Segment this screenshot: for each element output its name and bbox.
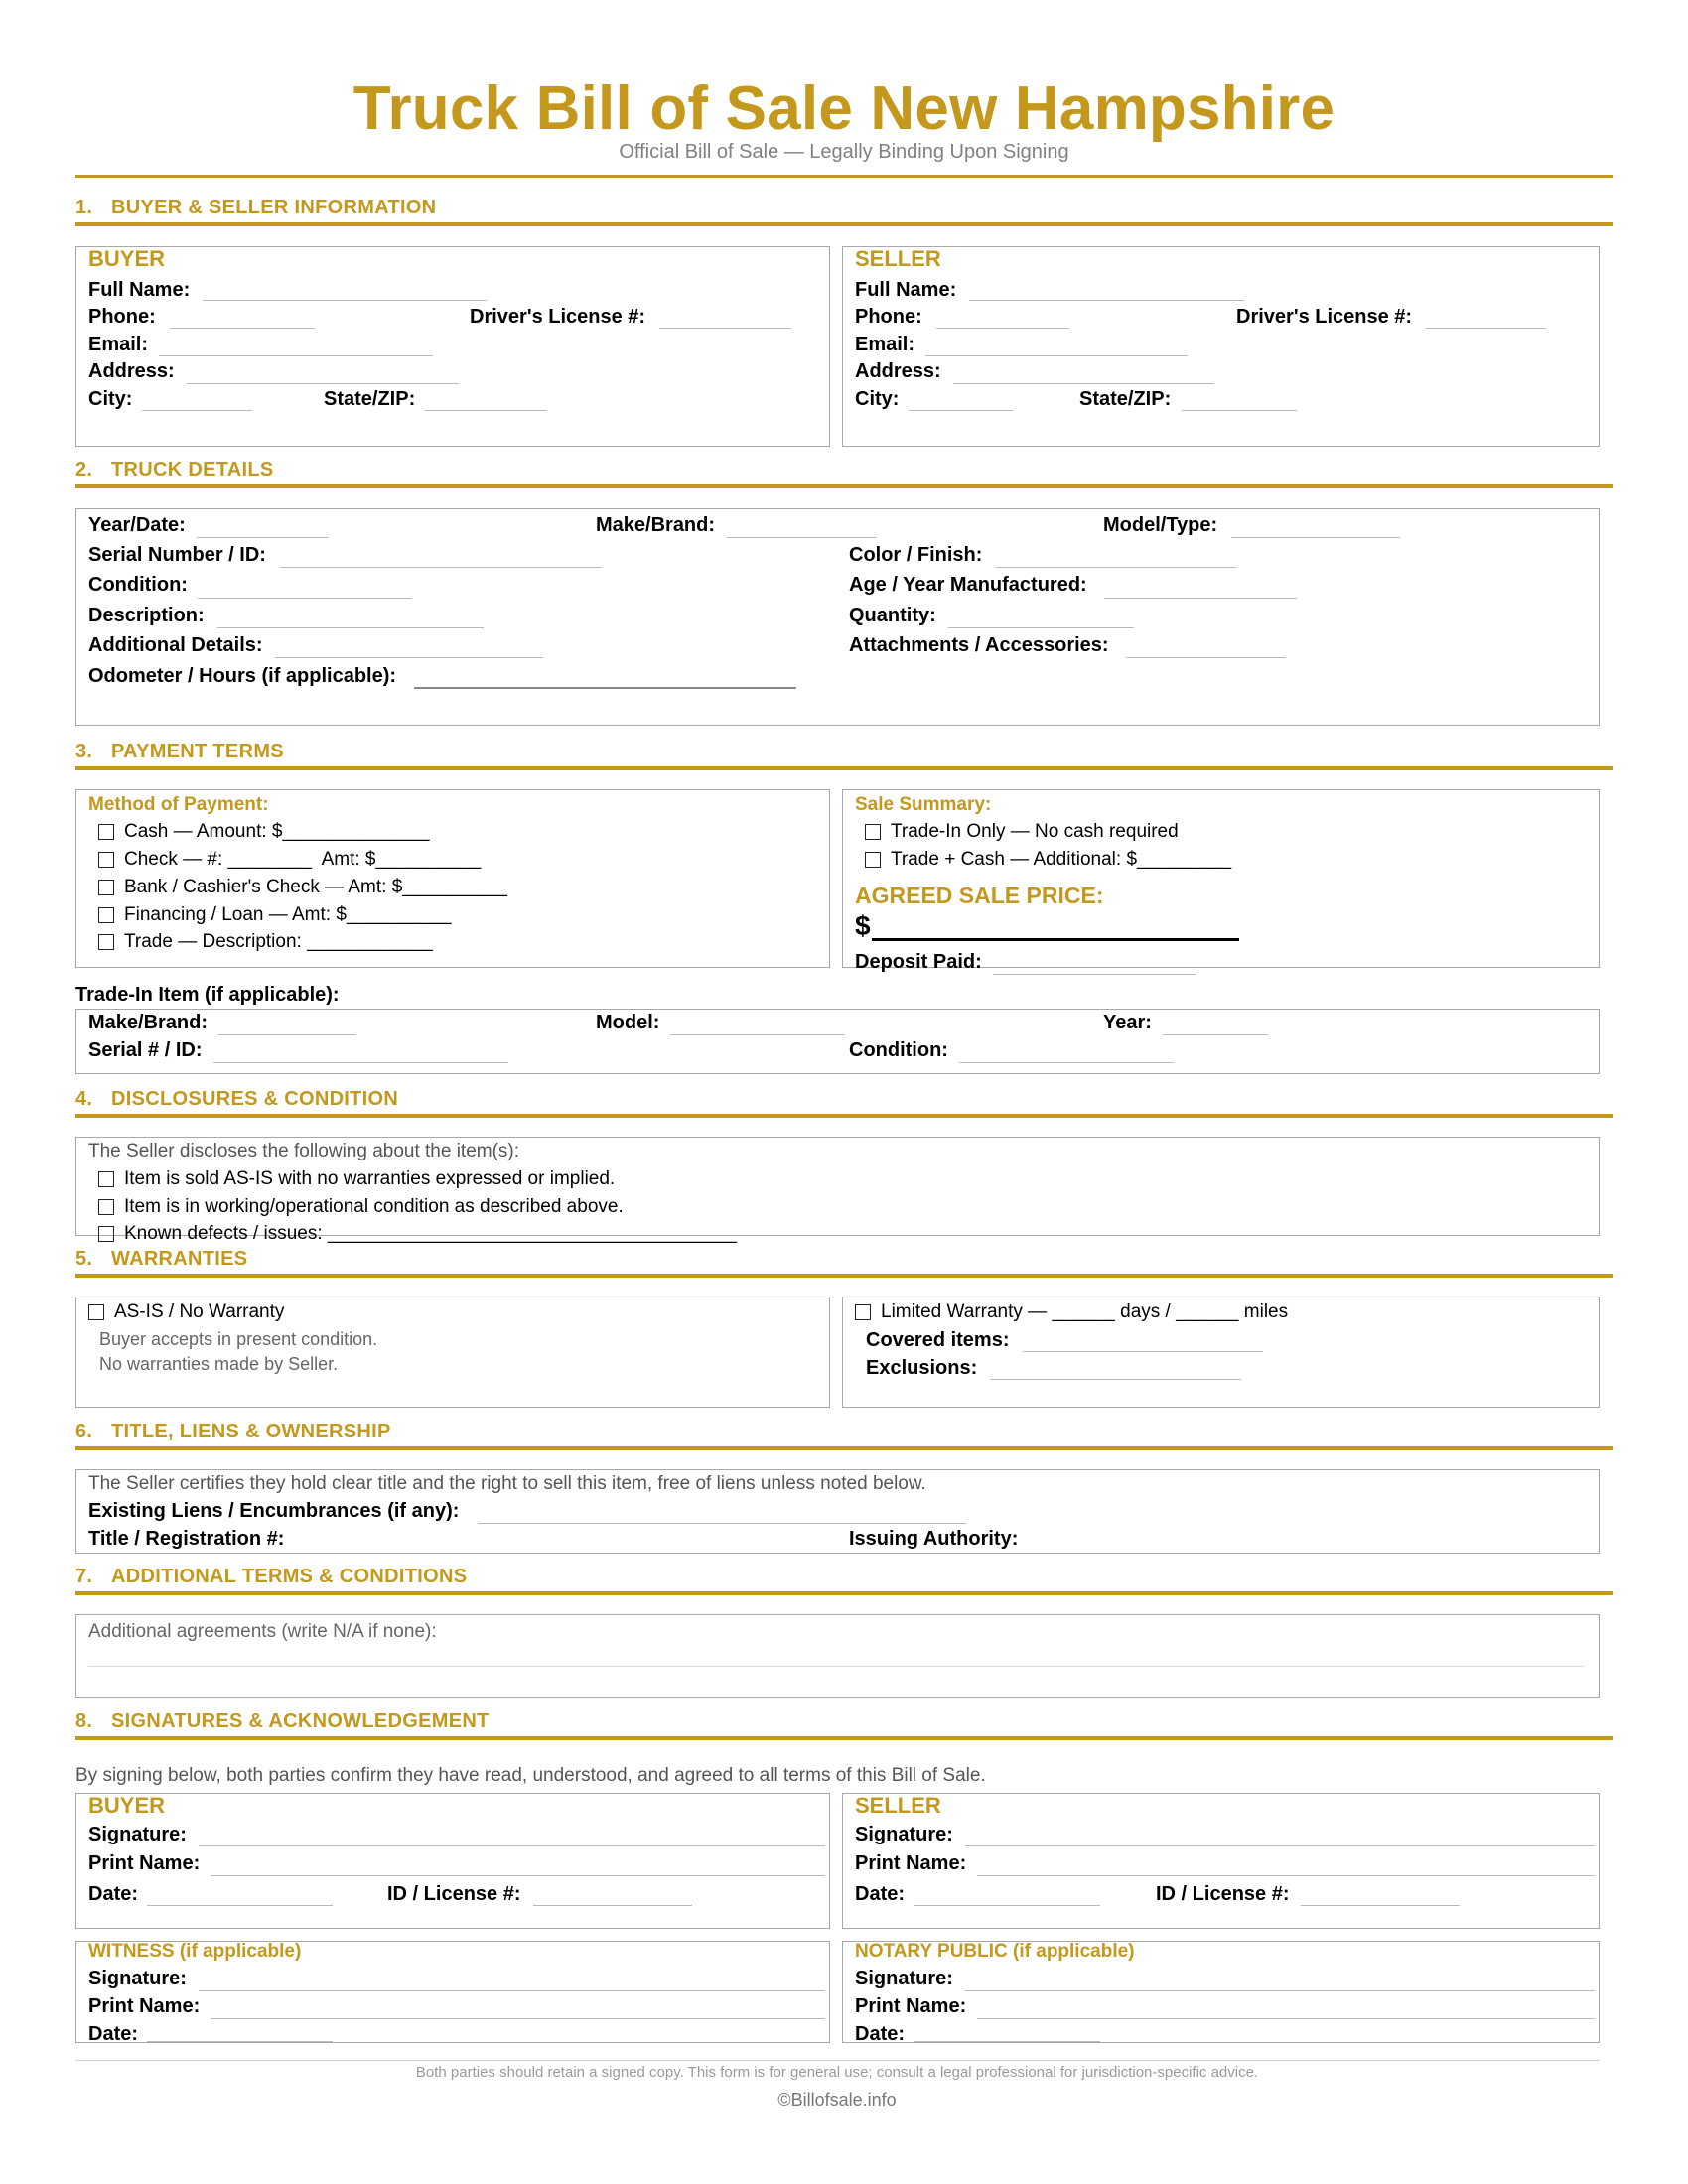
checkbox-icon[interactable]: [88, 1304, 104, 1320]
agreed-sale-price-field[interactable]: [872, 938, 1239, 941]
footer-divider: [75, 2060, 1600, 2061]
seller-signature-field[interactable]: [965, 1845, 1595, 1846]
covered-items-field[interactable]: [1023, 1351, 1263, 1352]
age-year-label: Age / Year Manufactured:: [849, 574, 1087, 596]
section-3-title: 3. PAYMENT TERMS: [75, 741, 284, 762]
model-type-field[interactable]: [1231, 537, 1400, 538]
tradein-make-field[interactable]: [218, 1034, 356, 1035]
serial-number-field[interactable]: [280, 567, 602, 568]
buyer-signature-label: Signature:: [88, 1824, 187, 1845]
sale-summary-box: [842, 789, 1600, 968]
checkbox-icon[interactable]: [98, 824, 114, 840]
description-label: Description:: [88, 605, 205, 626]
section-5-title: 5. WARRANTIES: [75, 1248, 248, 1270]
description-field[interactable]: [217, 627, 484, 628]
payment-option-check[interactable]: Check — #: ________ Amt: $__________: [98, 849, 481, 871]
summary-option-trade-cash[interactable]: Trade + Cash — Additional: $_________: [865, 849, 1231, 871]
seller-signature-label: Signature:: [855, 1824, 953, 1845]
buyer-address-label: Address:: [88, 360, 175, 382]
sale-summary-heading: Sale Summary:: [855, 794, 992, 815]
quantity-field[interactable]: [948, 627, 1134, 628]
seller-state-zip-label: State/ZIP:: [1079, 388, 1172, 410]
attachments-field[interactable]: [1126, 657, 1286, 658]
disclosure-as-is[interactable]: Item is sold AS-IS with no warranties expressed or implied.: [98, 1168, 615, 1190]
section-4-divider: [75, 1114, 1613, 1118]
buyer-license-field[interactable]: [659, 328, 791, 329]
tradein-model-label: Model:: [596, 1012, 660, 1033]
year-date-label: Year/Date:: [88, 514, 186, 536]
checkbox-icon[interactable]: [98, 852, 114, 868]
additional-details-label: Additional Details:: [88, 634, 263, 656]
section-8-title: 8. SIGNATURES & ACKNOWLEDGEMENT: [75, 1710, 490, 1732]
tradein-serial-label: Serial # / ID:: [88, 1039, 203, 1061]
section-6-divider: [75, 1446, 1613, 1450]
seller-address-field[interactable]: [953, 383, 1214, 384]
warranty-option-as-is[interactable]: AS-IS / No Warranty: [88, 1301, 284, 1323]
page-title: Truck Bill of Sale New Hampshire: [352, 74, 1336, 143]
existing-liens-field[interactable]: [478, 1523, 966, 1524]
buyer-date-label: Date:: [88, 1883, 139, 1905]
quantity-label: Quantity:: [849, 605, 936, 626]
additional-details-field[interactable]: [275, 657, 543, 658]
payment-option-trade[interactable]: Trade — Description: ____________: [98, 931, 433, 953]
notary-signature-field[interactable]: [965, 1990, 1595, 1991]
make-brand-field[interactable]: [727, 537, 877, 538]
notary-heading: NOTARY PUBLIC (if applicable): [855, 1941, 1135, 1962]
buyer-print-name-label: Print Name:: [88, 1852, 201, 1874]
odometer-field[interactable]: [414, 687, 796, 689]
seller-email-field[interactable]: [925, 355, 1188, 356]
page-subtitle: Official Bill of Sale — Legally Binding Upon Signing: [619, 141, 1069, 163]
title-certification-text: The Seller certifies they hold clear title and the right to sell this item, free of liens unless noted below.: [88, 1473, 926, 1494]
buyer-address-field[interactable]: [187, 383, 459, 384]
buyer-signature-field[interactable]: [199, 1845, 825, 1846]
warranty-option-limited[interactable]: Limited Warranty — ______ days / ______ miles: [855, 1301, 1288, 1323]
as-is-note-2: No warranties made by Seller.: [99, 1354, 339, 1374]
tradein-serial-field[interactable]: [213, 1062, 508, 1063]
seller-date-field[interactable]: [914, 1905, 1100, 1906]
buyer-full-name-field[interactable]: [203, 300, 487, 301]
seller-email-label: Email:: [855, 334, 915, 355]
seller-license-field[interactable]: [1426, 328, 1546, 329]
seller-city-field[interactable]: [909, 410, 1013, 411]
agreed-sale-price-label: AGREED SALE PRICE:: [855, 883, 1104, 908]
tradein-heading: Trade-In Item (if applicable):: [75, 984, 340, 1006]
section-8-divider: [75, 1736, 1613, 1740]
tradein-year-label: Year:: [1103, 1012, 1152, 1033]
section-6-title: 6. TITLE, LIENS & OWNERSHIP: [75, 1421, 391, 1442]
witness-date-field[interactable]: [147, 2041, 333, 2042]
checkbox-icon[interactable]: [865, 824, 881, 840]
buyer-email-field[interactable]: [159, 355, 433, 356]
section-7-title: 7. ADDITIONAL TERMS & CONDITIONS: [75, 1566, 468, 1587]
buyer-email-label: Email:: [88, 334, 149, 355]
seller-heading: SELLER: [855, 246, 941, 271]
payment-method-heading: Method of Payment:: [88, 794, 269, 815]
buyer-phone-label: Phone:: [88, 306, 156, 328]
witness-date-label: Date:: [88, 2023, 139, 2045]
buyer-city-field[interactable]: [142, 410, 252, 411]
section-4-title: 4. DISCLOSURES & CONDITION: [75, 1088, 399, 1110]
checkbox-icon[interactable]: [98, 880, 114, 895]
buyer-signature-heading: BUYER: [88, 1793, 166, 1818]
witness-heading: WITNESS (if applicable): [88, 1941, 302, 1962]
condition-field[interactable]: [198, 598, 412, 599]
color-finish-label: Color / Finish:: [849, 544, 983, 566]
seller-print-name-label: Print Name:: [855, 1852, 967, 1874]
section-1-title: 1. BUYER & SELLER INFORMATION: [75, 197, 437, 218]
seller-license-label: Driver's License #:: [1236, 306, 1413, 328]
checkbox-icon[interactable]: [98, 1171, 114, 1187]
notary-date-field[interactable]: [914, 2041, 1100, 2042]
section-3-divider: [75, 766, 1613, 770]
seller-full-name-field[interactable]: [969, 300, 1244, 301]
seller-state-zip-field[interactable]: [1182, 410, 1297, 411]
odometer-label: Odometer / Hours (if applicable):: [88, 665, 397, 687]
witness-signature-field[interactable]: [199, 1990, 825, 1991]
additional-terms-field[interactable]: [88, 1666, 1584, 1667]
checkbox-icon[interactable]: [98, 907, 114, 923]
model-type-label: Model/Type:: [1103, 514, 1218, 536]
payment-option-cash[interactable]: Cash — Amount: $______________: [98, 821, 429, 843]
dollar-sign: $: [855, 910, 871, 941]
seller-signature-heading: SELLER: [855, 1793, 941, 1818]
seller-print-name-field[interactable]: [977, 1875, 1595, 1876]
seller-address-label: Address:: [855, 360, 941, 382]
buyer-license-label: Driver's License #:: [470, 306, 646, 328]
notary-print-name-label: Print Name:: [855, 1995, 967, 2017]
buyer-state-zip-field[interactable]: [425, 410, 547, 411]
seller-date-label: Date:: [855, 1883, 906, 1905]
notary-print-name-field[interactable]: [977, 2018, 1595, 2019]
deposit-paid-field[interactable]: [993, 974, 1196, 975]
footer-note: Both parties should retain a signed copy. This form is for general use; consult a legal professional for jurisdiction-specific advice.: [415, 2064, 1259, 2081]
section-7-divider: [75, 1591, 1613, 1595]
seller-city-label: City:: [855, 388, 900, 410]
buyer-phone-field[interactable]: [170, 328, 315, 329]
color-finish-field[interactable]: [996, 567, 1236, 568]
checkbox-icon[interactable]: [98, 1199, 114, 1215]
exclusions-field[interactable]: [990, 1379, 1241, 1380]
buyer-id-license-label: ID / License #:: [387, 1883, 521, 1905]
year-date-field[interactable]: [197, 537, 329, 538]
witness-print-name-field[interactable]: [211, 2018, 825, 2019]
section-2-title: 2. TRUCK DETAILS: [75, 459, 274, 480]
tradein-year-field[interactable]: [1163, 1034, 1268, 1035]
signatures-intro: By signing below, both parties confirm they have read, understood, and agreed to all terms of this Bill of Sale.: [75, 1765, 986, 1786]
seller-id-license-label: ID / License #:: [1156, 1883, 1290, 1905]
make-brand-label: Make/Brand:: [596, 514, 716, 536]
deposit-paid-label: Deposit Paid:: [855, 951, 982, 973]
disclosure-working-condition[interactable]: Item is in working/operational condition as described above.: [98, 1196, 624, 1218]
section-2-divider: [75, 484, 1613, 488]
buyer-heading: BUYER: [88, 246, 166, 271]
as-is-note-1: Buyer accepts in present condition.: [99, 1329, 378, 1349]
serial-number-label: Serial Number / ID:: [88, 544, 266, 566]
tradein-make-label: Make/Brand:: [88, 1012, 209, 1033]
seller-info-box: [842, 246, 1600, 447]
payment-option-bank[interactable]: Bank / Cashier's Check — Amt: $__________: [98, 877, 507, 898]
buyer-state-zip-label: State/ZIP:: [324, 388, 416, 410]
buyer-info-box: [75, 246, 830, 447]
payment-option-financing[interactable]: Financing / Loan — Amt: $__________: [98, 904, 452, 926]
seller-phone-label: Phone:: [855, 306, 922, 328]
footer-copyright: ©Billofsale.info: [777, 2090, 897, 2110]
age-year-field[interactable]: [1104, 598, 1297, 599]
buyer-print-name-field[interactable]: [211, 1875, 825, 1876]
condition-label: Condition:: [88, 574, 188, 596]
tradein-box: [75, 1009, 1600, 1074]
section-1-divider: [75, 222, 1613, 226]
seller-id-license-field[interactable]: [1301, 1905, 1460, 1906]
seller-phone-field[interactable]: [936, 328, 1069, 329]
title-registration-label: Title / Registration #:: [88, 1528, 285, 1550]
additional-terms-prompt: Additional agreements (write N/A if none):: [88, 1621, 437, 1642]
tradein-condition-field[interactable]: [959, 1062, 1174, 1063]
notary-date-label: Date:: [855, 2023, 906, 2045]
buyer-full-name-label: Full Name:: [88, 279, 191, 301]
checkbox-icon[interactable]: [865, 852, 881, 868]
header-divider: [75, 175, 1613, 178]
summary-option-tradein-only[interactable]: Trade-In Only — No cash required: [865, 821, 1179, 843]
notary-signature-label: Signature:: [855, 1968, 953, 1989]
witness-signature-label: Signature:: [88, 1968, 187, 1989]
covered-items-label: Covered items:: [866, 1329, 1010, 1351]
checkbox-icon[interactable]: [98, 1226, 114, 1242]
witness-print-name-label: Print Name:: [88, 1995, 201, 2017]
buyer-city-label: City:: [88, 388, 133, 410]
tradein-condition-label: Condition:: [849, 1039, 948, 1061]
exclusions-label: Exclusions:: [866, 1357, 978, 1379]
existing-liens-label: Existing Liens / Encumbrances (if any):: [88, 1500, 460, 1522]
attachments-label: Attachments / Accessories:: [849, 634, 1109, 656]
disclosure-known-defects[interactable]: Known defects / issues: _______________________________________: [98, 1223, 737, 1245]
truck-details-box: [75, 508, 1600, 726]
checkbox-icon[interactable]: [98, 934, 114, 950]
checkbox-icon[interactable]: [855, 1304, 871, 1320]
section-5-divider: [75, 1274, 1613, 1278]
buyer-date-field[interactable]: [147, 1905, 333, 1906]
buyer-id-license-field[interactable]: [533, 1905, 692, 1906]
seller-full-name-label: Full Name:: [855, 279, 957, 301]
tradein-model-field[interactable]: [670, 1034, 845, 1035]
issuing-authority-label: Issuing Authority:: [849, 1528, 1019, 1550]
disclosures-intro: The Seller discloses the following about the item(s):: [88, 1141, 520, 1161]
